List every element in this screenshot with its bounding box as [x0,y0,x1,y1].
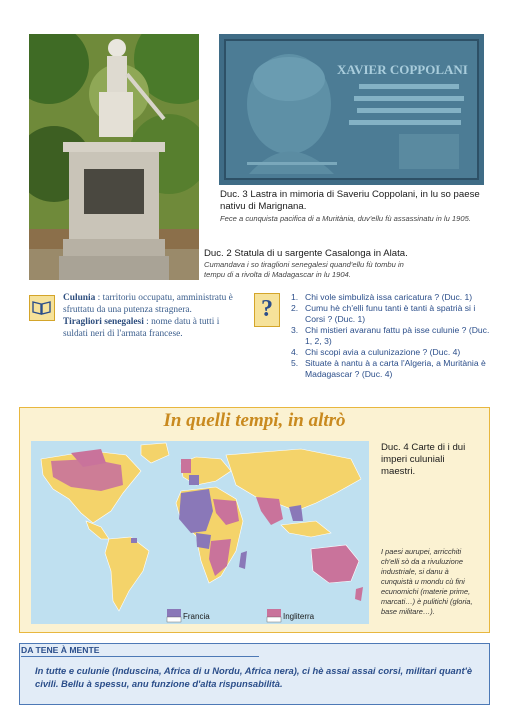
doc2-title: Duc. 2 Statula di u sargente Casalonga in Alata. [204,248,408,259]
question-item: 2. Cumu hè ch'elli funu tanti è tanti à spatrià si i Corsi ? (Duc. 1) [291,303,476,324]
question-item: 3. Chi mistieri avaranu fattu pà isse culunie ? (Duc. 1, 2, 3) [291,325,490,346]
book-icon [29,295,55,321]
world-map [31,441,369,624]
glossary-text [63,292,238,340]
questions-list [291,292,491,380]
legend-label-england: Ingliterra [283,612,315,621]
doc2-text: Cumandava i so tiraglioni senegalesi quand'ellu fù tombu in tempu di a rivolta di Madagascar in lu 1904. [204,260,404,279]
legend-swatch-england [267,609,281,617]
statue-photo [29,34,199,280]
legend-swatch-france [167,609,181,617]
question-item: 4. Chi scopi avia a culunizazione ? (Duc. 4) [291,347,461,357]
remember-heading: DA TENE À MENTE [21,645,100,655]
question-item: 5. Situate à nantu à a carta l'Algeria, a Muritània è Madagascar ? (Duc. 4) [291,358,486,379]
remember-divider [21,656,259,657]
question-item: 1. Chi vole simbulizà issa caricatura ? (Duc. 1) [291,292,473,302]
question-icon: ? [254,293,280,327]
glossary-term-tirailleurs: Tiragliori senegalesi [63,317,144,327]
doc4-title: Duc. 4 Carte di i dui imperi culuniali maestri. [381,442,466,477]
plaque-photo [219,34,484,185]
doc3-text: Fece a cunquista pacifica di a Muritània, duv'ellu fù assassinatu in lu 1905. [220,214,471,223]
plaque-name: XAVIER COPPOLANI [337,62,468,77]
glossary-term-colony: Culunia [63,293,96,303]
doc3-title: Duc. 3 Lastra in mimoria di Saveriu Coppolani, in lu so paese nativu di Marignana. [220,189,480,212]
map-section-title: In quelli tempi, in altrò [163,410,346,431]
doc4-text: I paesi aurupei, arricchiti ch'elli sò da a rivuluzione industriale, si danu à cunquistà u mondu cù fini ecunomichi (materie prime, marcati…) è pulitichi (gloria, base militare…). [381,547,473,616]
legend-label-france: Francia [183,612,210,621]
remember-text: In tutte e culunie (Induscina, Africa di u Nordu, Africa nera), ci hè assai assai corsi, militari quant'è civili. Bellu à spessu, anu funzione d'alta rispunsabilità. [35,665,473,689]
glossary [29,292,234,362]
glossary-def-colony: : tarritoriu occupatu, amministratu è sfruttatu da una putenza stragnera. [63,293,233,315]
glossary-def-tirailleurs: : nome datu à tutti i suldati neri di l'armata francese. [63,317,220,339]
